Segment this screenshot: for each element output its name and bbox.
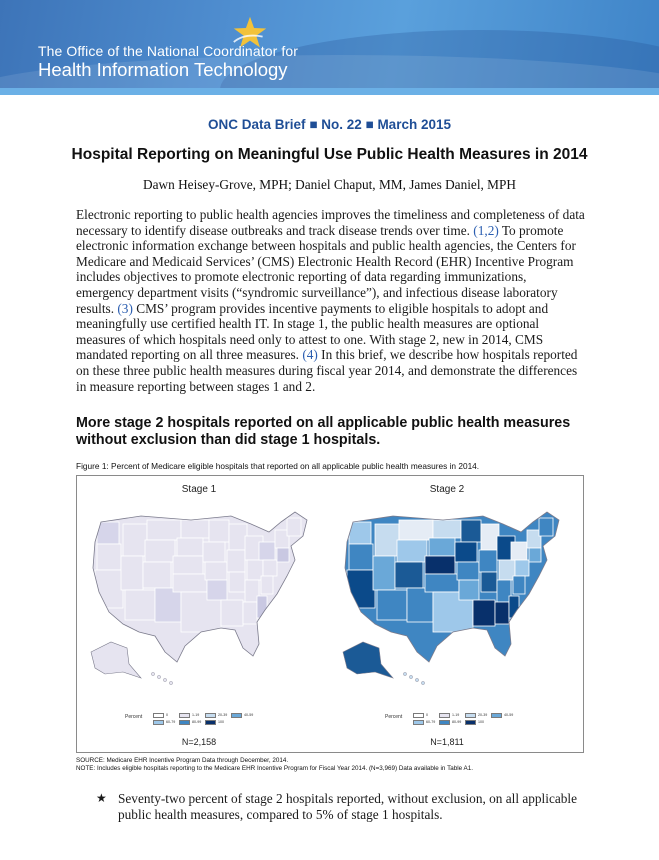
state-region — [173, 556, 203, 574]
state-region — [143, 562, 171, 588]
state-region — [481, 572, 497, 592]
legend-swatch — [179, 713, 190, 718]
map-title-stage1: Stage 1 — [181, 484, 217, 495]
section-headline: More stage 2 hospitals reported on all applicable public health measures without exclusion than did stage 1 hospitals. — [76, 415, 571, 448]
state-region — [277, 548, 289, 562]
state-region — [473, 600, 495, 626]
legend-swatch — [413, 720, 424, 725]
brief-date: March 2015 — [377, 117, 451, 132]
banner-stripe — [0, 88, 659, 95]
legend-bin-label: 20-39 — [478, 713, 488, 717]
hawaii-region — [403, 672, 406, 675]
state-region — [425, 574, 459, 592]
state-region — [499, 560, 515, 580]
state-region — [173, 574, 207, 592]
state-region — [479, 550, 497, 572]
state-region — [429, 538, 455, 556]
legend-bin-label: 0 — [426, 713, 428, 717]
state-region — [145, 540, 175, 562]
state-region — [97, 544, 121, 570]
map-title-stage2: Stage 2 — [429, 484, 465, 495]
org-name-line1: The Office of the National Coordinator for — [38, 43, 298, 59]
state-region — [397, 540, 427, 562]
state-region — [457, 562, 479, 580]
org-name-line2: Health Information Technology — [38, 59, 288, 80]
state-region — [121, 556, 143, 590]
state-region — [425, 556, 455, 574]
alaska-region — [91, 642, 141, 678]
legend-bin-label: 1-19 — [192, 713, 200, 717]
state-region — [455, 542, 477, 562]
intro-text: CMS’ program provides incentive payments to eligible hospitals to adopt and meaningfully use certified health IT. In stage 1, the public health measures are optional measures of which hospitals need only to attest to one. With stage 2, new in 2014, CMS mandated reporting on all three measures. — [76, 300, 549, 363]
n-count-stage2: N=1,811 — [430, 737, 464, 747]
us-map-stage2 — [333, 502, 577, 688]
map-states — [345, 512, 559, 662]
hawaii-region — [151, 672, 154, 675]
state-region — [147, 520, 181, 540]
state-region — [377, 590, 407, 620]
legend-swatch — [153, 713, 164, 718]
state-region — [399, 520, 433, 540]
legend-swatch — [153, 720, 164, 725]
state-region — [347, 570, 375, 608]
brief-number: No. 22 — [321, 117, 362, 132]
state-region — [261, 576, 273, 594]
state-region — [495, 602, 509, 624]
map-states — [93, 512, 307, 662]
brief-series: ONC Data Brief — [208, 117, 306, 132]
source-line: SOURCE: Medicare EHR Incentive Program Data through December, 2014. — [76, 757, 289, 764]
state-region — [95, 570, 123, 608]
reference-link[interactable]: (4) — [302, 347, 318, 363]
legend-swatch — [413, 713, 424, 718]
legend-swatch — [465, 713, 476, 718]
hawaii-region — [157, 675, 160, 678]
state-region — [203, 542, 225, 562]
state-region — [123, 524, 147, 556]
state-region — [349, 544, 373, 570]
legend-bin-label: 100 — [218, 720, 224, 724]
state-region — [373, 556, 395, 590]
state-region — [207, 580, 227, 600]
map-legend-stage1 — [125, 712, 285, 728]
hawaii-region — [409, 675, 412, 678]
legend-swatch — [465, 720, 476, 725]
hawaii-region — [163, 678, 166, 681]
state-region — [287, 518, 301, 536]
legend-swatch — [205, 720, 216, 725]
state-region — [511, 542, 527, 560]
n-count-stage1: N=2,158 — [181, 737, 217, 747]
intro-text: In this brief, we describe how hospitals reported on these three public health measures during fiscal year 2014, and demonstrate the differences in measure reporting between stages 1 and 2. — [76, 347, 578, 394]
brief-separator: ■ — [309, 117, 318, 132]
state-region — [433, 520, 461, 538]
legend-bin-label: 60-79 — [426, 720, 436, 724]
legend-swatch — [491, 713, 502, 718]
legend-label: Percent — [385, 714, 403, 720]
state-region — [205, 562, 227, 580]
brief-separator: ■ — [365, 117, 374, 132]
legend-bin-label: 1-19 — [452, 713, 460, 717]
source-note — [76, 757, 636, 773]
state-region — [515, 560, 529, 576]
figure-caption: Figure 1: Percent of Medicare eligible hospitals that reported on all applicable public health measures in 2014. — [76, 461, 480, 471]
bullet-star-icon: ★ — [96, 791, 107, 805]
state-region — [407, 588, 433, 622]
state-region — [395, 562, 423, 588]
legend-bin-label: 80-99 — [192, 720, 202, 724]
legend-bin-label: 0 — [166, 713, 168, 717]
state-region — [227, 550, 245, 572]
legend-swatch — [439, 713, 450, 718]
legend-bin-label: 60-79 — [166, 720, 176, 724]
legend-bin-label: 40-59 — [244, 713, 254, 717]
state-region — [243, 602, 257, 624]
legend-bin-label: 20-39 — [218, 713, 228, 717]
authors: Dawn Heisey-Grove, MPH; Daniel Chaput, MM, James Daniel, MPH — [142, 177, 516, 192]
state-region — [461, 520, 481, 542]
state-region — [125, 590, 155, 620]
hawaii-region — [169, 681, 172, 684]
legend-swatch — [439, 720, 450, 725]
state-region — [539, 518, 553, 536]
state-region — [221, 600, 243, 626]
figure-maps — [76, 475, 584, 753]
state-region — [155, 588, 181, 622]
state-region — [375, 524, 399, 556]
state-region — [229, 524, 247, 550]
map-legend-stage2 — [385, 712, 545, 728]
state-region — [459, 580, 479, 600]
hawaii-region — [421, 681, 424, 684]
onc-banner — [0, 0, 659, 95]
intro-text: Electronic reporting to public health agencies improves the timeliness and completeness of data necessary to identify disease outbreaks and track disease trends over time. — [76, 207, 585, 238]
state-region — [529, 548, 541, 562]
legend-swatch — [205, 713, 216, 718]
legend-bin-label: 100 — [478, 720, 484, 724]
state-region — [259, 542, 275, 560]
document-title: Hospital Reporting on Meaningful Use Public Health Measures in 2014 — [71, 146, 588, 163]
state-region — [229, 572, 245, 592]
legend-bin-label: 80-99 — [452, 720, 462, 724]
legend-swatch — [231, 713, 242, 718]
hawaii-region — [415, 678, 418, 681]
alaska-region — [343, 642, 393, 678]
reference-link[interactable]: (3) — [117, 300, 133, 316]
reference-link[interactable]: (1,2) — [473, 222, 499, 238]
intro-paragraph — [76, 207, 586, 394]
intro-text: To promote electronic information exchange between hospitals and public health agencies, the Centers for Medicare and Medicaid Services’ (CMS) Electronic Health Record (EHR) Incentive Program includes objectives to promote electronic reporting of data regarding immunizations, emergency department visits (“syndromic surveillance”), and infectious disease laboratory results. — [76, 222, 576, 316]
legend-bin-label: 40-59 — [504, 713, 514, 717]
legend-swatch — [179, 720, 190, 725]
note-line: NOTE: Includes eligible hospitals reporting to the Medicare EHR Incentive Program for Fiscal Year 2014. (N=3,969) Data available in Table A1. — [76, 765, 473, 772]
state-region — [209, 520, 229, 542]
brief-series-line — [0, 117, 659, 132]
state-region — [177, 538, 203, 556]
state-region — [181, 520, 209, 538]
state-region — [263, 560, 277, 576]
state-region — [513, 576, 525, 594]
us-map-stage1 — [81, 502, 325, 688]
bullet-text: Seventy-two percent of stage 2 hospitals reported, without exclusion, on all applicable public health measures, compared to 5% of stage 1 hospitals. — [118, 791, 577, 822]
legend-label: Percent — [125, 714, 143, 720]
state-region — [481, 524, 499, 550]
